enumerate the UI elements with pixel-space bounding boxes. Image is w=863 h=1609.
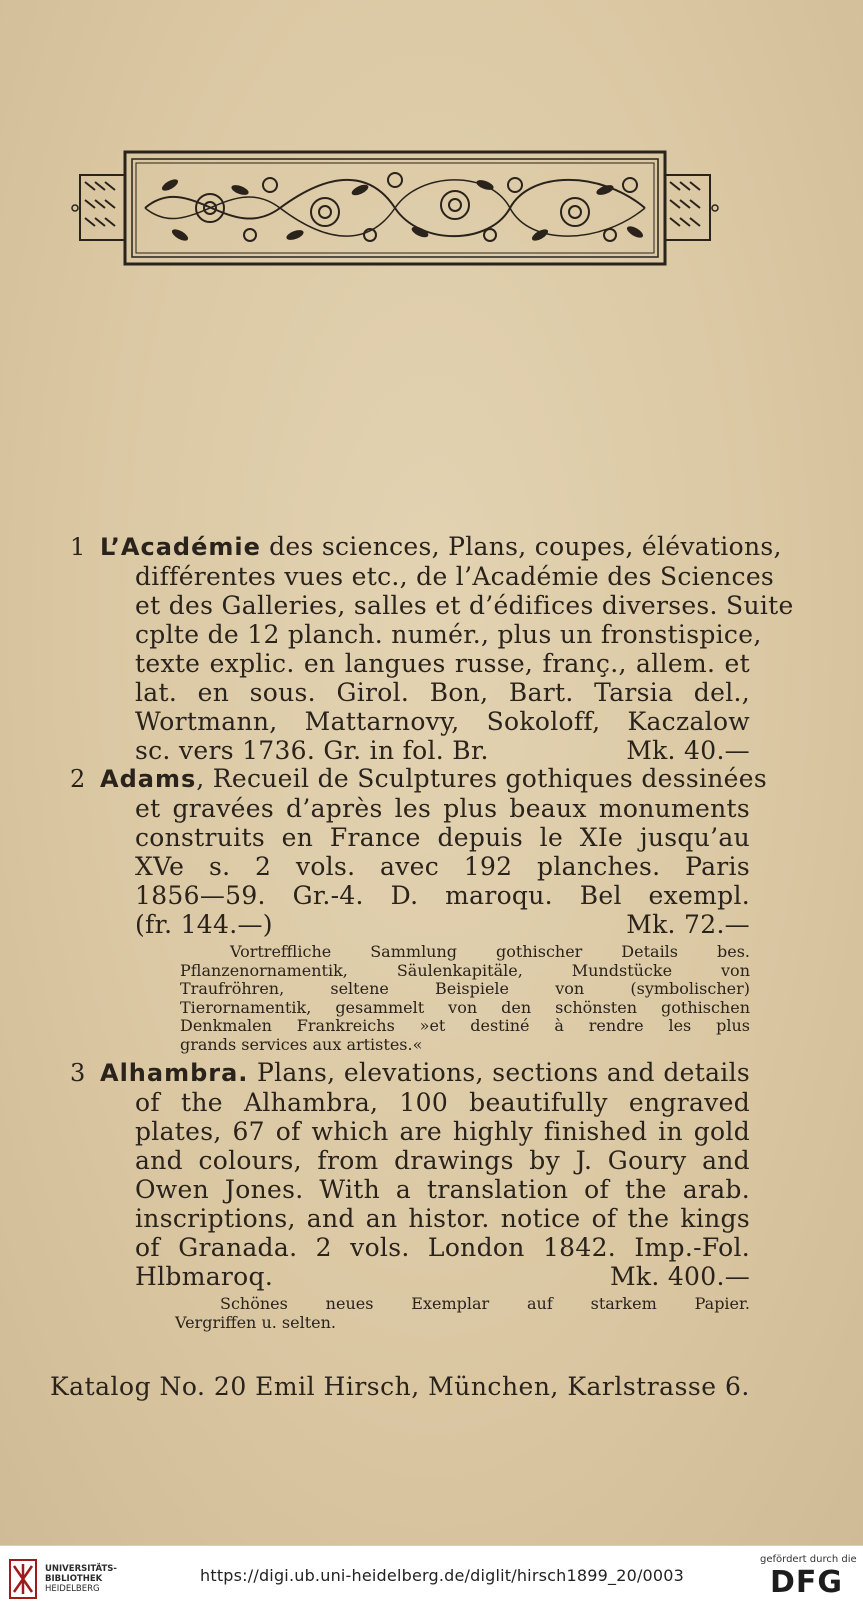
catalog-entry-2 (70, 764, 767, 1054)
entry-line: XVe s. 2 vols. avec 192 planches. Paris (135, 852, 750, 881)
catalog-footer: Katalog No. 20 Emil Hirsch, München, Karlstrasse 6. (50, 1372, 750, 1401)
entry-number: 1 (70, 533, 86, 561)
entry-line: of the Alhambra, 100 beautifully engraved (135, 1088, 750, 1117)
entry-note-line: grands services aux artistes.« (180, 1034, 423, 1054)
dfg-logo: DFG (770, 1565, 844, 1600)
entry-price: Mk. 72.— (626, 910, 750, 939)
entry-line: lat. en sous. Girol. Bon, Bart. Tarsia del., (135, 678, 750, 707)
entry-heading: L’Académie (100, 533, 261, 561)
entry-heading: Alhambra. (100, 1059, 249, 1087)
entry-line: inscriptions, and an histor. notice of the kings (135, 1204, 750, 1233)
entry-line: 1856—59. Gr.-4. D. maroqu. Bel exempl. (135, 881, 750, 910)
entry-price: Mk. 40.— (626, 736, 750, 765)
entry-price-line (70, 1262, 750, 1291)
entry-number: 3 (70, 1059, 86, 1087)
entry-1-line-1 (70, 532, 782, 562)
entry-line: plates, 67 of which are highly finished in gold (135, 1117, 750, 1146)
entry-price-line (70, 736, 750, 765)
entry-price: Mk. 400.— (609, 1262, 750, 1291)
entry-text: des sciences, Plans, coupes, élévations, (260, 532, 782, 561)
entry-line: of Granada. 2 vols. London 1842. Imp.-Fol. (135, 1233, 750, 1262)
funded-by-label: gefördert durch die (760, 1554, 857, 1565)
entry-last-line: (fr. 144.—) (135, 910, 273, 939)
entry-text: , Recueil de Sculptures gothiques dessinées (196, 764, 767, 793)
entry-line: cplte de 12 planch. numér., plus un fronstispice, (135, 620, 762, 649)
entry-line: et gravées d’après les plus beaux monuments (135, 794, 750, 823)
entry-line: différentes vues etc., de l’Académie des Sciences (135, 562, 775, 591)
entry-line: Owen Jones. With a translation of the arab. (135, 1175, 750, 1204)
library-logo-icon (8, 1558, 38, 1600)
entry-note-line: Pflanzenornamentik, Säulenkapitäle, Mundstücke von (180, 960, 750, 980)
entry-text: Plans, elevations, sections and details (248, 1058, 750, 1087)
entry-note-line: Traufröhren, seltene Beispiele von (symbolischer) (180, 979, 750, 998)
viewer-bottom-bar (0, 1545, 863, 1609)
floral-ornament-header (70, 150, 720, 275)
library-line-3: HEIDELBERG (45, 1584, 100, 1594)
entry-note-line: Vergriffen u. selten. (175, 1312, 336, 1332)
catalog-entry-3 (70, 1058, 750, 1332)
entry-line: texte explic. en langues russe, franç., allem. et (135, 649, 750, 678)
catalog-entry-1 (70, 532, 794, 765)
entry-last-line: Hlbmaroq. (135, 1262, 274, 1291)
entry-price-line (70, 910, 750, 939)
entry-3-line-1 (70, 1058, 750, 1088)
entry-note-line: Vortreffliche Sammlung gothischer Details bes. (230, 942, 750, 961)
entry-line: et des Galleries, salles et d’édifices diverses. Suite (135, 591, 794, 620)
entry-2-line-1 (70, 764, 767, 794)
entry-note-line: Tierornamentik, gesammelt von den schönsten gothischen (180, 997, 750, 1017)
library-line-2: BIBLIOTHEK (45, 1574, 103, 1584)
entry-note-line: Denkmalen Frankreichs »et destiné à rendre les plus (180, 1016, 750, 1035)
entry-heading: Adams (100, 765, 197, 793)
library-line-1: UNIVERSITÄTS- (45, 1564, 117, 1574)
entry-last-line: sc. vers 1736. Gr. in fol. Br. (135, 736, 489, 765)
entry-line: and colours, from drawings by J. Goury and (135, 1146, 750, 1175)
entry-line: Wortmann, Mattarnovy, Sokoloff, Kaczalow (135, 707, 750, 736)
entry-line: construits en France depuis le XIe jusqu’au (135, 823, 750, 852)
permalink-url[interactable]: https://digi.ub.uni-heidelberg.de/diglit/hirsch1899_20/0003 (200, 1566, 685, 1585)
library-name (45, 1564, 117, 1594)
entry-note-line: Schönes neues Exemplar auf starkem Papier. (220, 1294, 750, 1313)
entry-number: 2 (70, 765, 86, 793)
